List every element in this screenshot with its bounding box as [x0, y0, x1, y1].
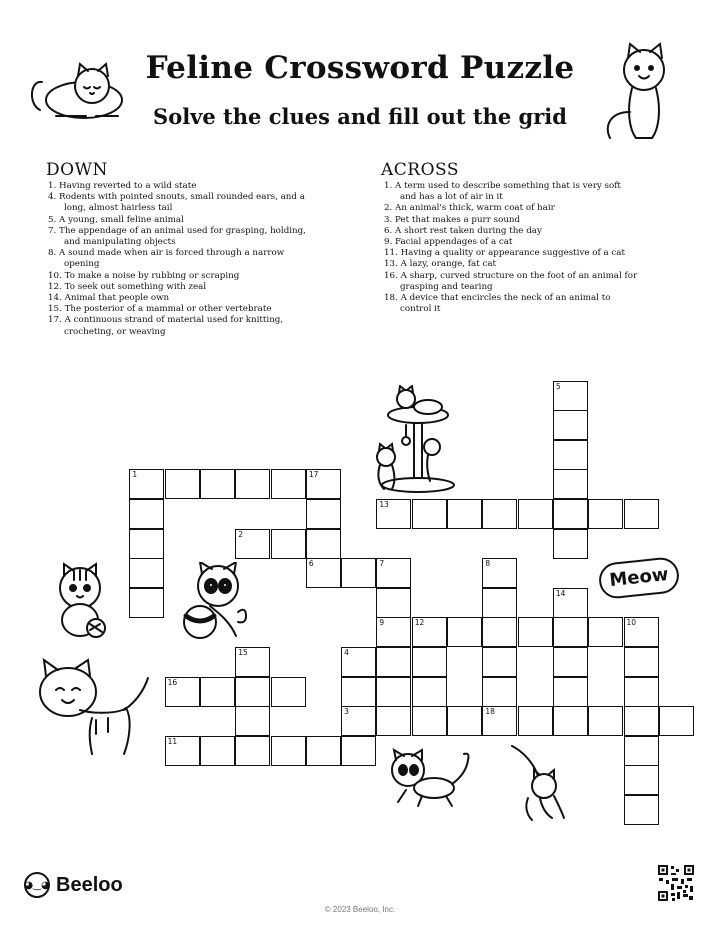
crossword-cell[interactable] — [518, 706, 553, 736]
cell-number: 5 — [555, 381, 561, 391]
down-clue: 17. A continuous strand of material used for knitting, crocheting, or weaving — [48, 315, 284, 337]
crossword-cell[interactable] — [129, 529, 164, 559]
crossword-cell[interactable] — [271, 736, 306, 766]
crossword-cell[interactable] — [624, 647, 659, 677]
crossword-cell[interactable] — [447, 706, 482, 736]
crossword-cell[interactable] — [306, 558, 341, 588]
crossword-cell[interactable] — [412, 706, 447, 736]
cell-number: 13 — [379, 499, 389, 509]
crossword-cell[interactable] — [271, 677, 306, 707]
sleeping-cat-icon — [26, 60, 131, 122]
crossword-cell[interactable] — [341, 647, 376, 677]
raccoon-cat-icon — [180, 562, 250, 644]
down-clue: 7. The appendage of an animal used for grasping, holding, and manipulating objects — [48, 225, 306, 248]
crossword-cell[interactable] — [412, 677, 447, 707]
across-clue-list — [384, 181, 640, 315]
crossword-cell[interactable] — [624, 677, 659, 707]
crossword-cell[interactable] — [235, 736, 270, 766]
crossword-cell[interactable] — [447, 617, 482, 647]
crossword-cell[interactable] — [553, 469, 588, 499]
crossword-cell[interactable] — [624, 795, 659, 825]
crossword-cell[interactable] — [659, 706, 694, 736]
crossword-cell[interactable] — [624, 499, 659, 529]
cell-number: 10 — [626, 618, 637, 628]
crossword-cell[interactable] — [553, 677, 588, 707]
cell-number: 3 — [344, 707, 349, 717]
crossword-cell[interactable] — [376, 706, 411, 736]
crossword-cell[interactable] — [306, 469, 341, 499]
across-clue: 2. An animal's thick, warm coat of hair — [384, 203, 555, 214]
crossword-cell[interactable] — [271, 529, 306, 559]
crossword-cell[interactable] — [553, 381, 588, 411]
across-clue: 1. A term used to describe something that is very soft and has a lot of air in it — [384, 181, 621, 203]
crossword-cell[interactable] — [235, 647, 270, 677]
crossword-cell[interactable] — [129, 558, 164, 588]
crossword-cell[interactable] — [553, 440, 588, 470]
across-heading: ACROSS — [381, 160, 460, 180]
cell-number: 14 — [555, 588, 566, 598]
down-clue: 15. The posterior of a mammal or other vertebrate — [48, 304, 272, 315]
kitten-with-yarn-icon — [48, 562, 114, 640]
cell-number: 2 — [238, 529, 243, 539]
crossword-cell[interactable] — [553, 410, 588, 440]
across-clue: 11. Having a quality or appearance suggestive of a cat — [384, 248, 625, 259]
down-clue: 4. Rodents with pointed snouts, small rounded ears, and a long, almost hairless tail — [48, 192, 305, 214]
across-clue: 16. A sharp, curved structure on the foot of an animal for grasping and tearing — [384, 270, 638, 292]
qr-code-icon — [657, 864, 695, 902]
crossword-cell[interactable] — [376, 588, 411, 618]
down-clue: 1. Having reverted to a wild state — [48, 181, 197, 191]
crossword-cell[interactable] — [129, 469, 164, 499]
crossword-cell[interactable] — [376, 677, 411, 707]
down-clue-list — [48, 181, 320, 338]
crossword-cell[interactable] — [341, 706, 376, 736]
crossword-cell[interactable] — [412, 647, 447, 677]
meow-bubble: Meow — [597, 556, 680, 600]
smiling-cat-icon — [36, 658, 154, 760]
cell-number: 4 — [344, 647, 349, 657]
crossword-cell[interactable] — [624, 617, 659, 647]
page-title: Feline Crossword Puzzle — [145, 50, 575, 86]
crossword-cell[interactable] — [235, 677, 270, 707]
crossword-cell[interactable] — [482, 588, 517, 618]
crossword-cell[interactable] — [341, 558, 376, 588]
down-clue: 10. To make a noise by rubbing or scraping — [48, 270, 240, 281]
crossword-cell[interactable] — [200, 469, 235, 499]
crossword-cell[interactable] — [376, 647, 411, 677]
crossword-cell[interactable] — [376, 558, 411, 588]
cell-number: 12 — [414, 618, 425, 628]
across-clue: 9. Facial appendages of a cat — [384, 237, 513, 248]
crossword-cell[interactable] — [624, 736, 659, 766]
brand-name: Beeloo — [56, 873, 123, 896]
crossword-cell[interactable] — [553, 617, 588, 647]
crossword-cell[interactable] — [165, 677, 200, 707]
crossword-cell[interactable] — [553, 529, 588, 559]
crossword-cell[interactable] — [553, 706, 588, 736]
across-clue: 13. A lazy, orange, fat cat — [384, 259, 496, 270]
crossword-cell[interactable] — [553, 647, 588, 677]
crossword-cell[interactable] — [165, 469, 200, 499]
crossword-cell[interactable] — [412, 617, 447, 647]
down-heading: DOWN — [46, 160, 108, 180]
cell-number: 15 — [238, 647, 248, 657]
crossword-cell[interactable] — [341, 736, 376, 766]
brand-logo — [24, 872, 123, 898]
crossword-cell[interactable] — [200, 736, 235, 766]
crossword-cell[interactable] — [624, 706, 659, 736]
crossword-cell[interactable] — [482, 558, 517, 588]
cell-number: 7 — [379, 559, 385, 569]
crossword-cell[interactable] — [341, 677, 376, 707]
crossword-cell[interactable] — [129, 588, 164, 618]
leaping-cat-icon — [386, 748, 474, 810]
crossword-cell[interactable] — [482, 499, 517, 529]
crossword-cell[interactable] — [553, 588, 588, 618]
page-subtitle: Solve the clues and fill out the grid — [153, 104, 567, 129]
down-clue: 8. A sound made when air is forced through a narrow opening — [48, 248, 285, 270]
crossword-cell[interactable] — [376, 617, 411, 647]
crossword-cell[interactable] — [624, 765, 659, 795]
crossword-cell[interactable] — [306, 499, 341, 529]
cell-number: 17 — [308, 470, 319, 480]
crossword-cell[interactable] — [482, 647, 517, 677]
crossword-cell[interactable] — [588, 617, 623, 647]
crossword-cell[interactable] — [447, 499, 482, 529]
crossword-cell[interactable] — [235, 529, 270, 559]
cell-number: 16 — [167, 677, 178, 687]
cell-number: 1 — [132, 470, 138, 480]
crossword-cell[interactable] — [518, 499, 553, 529]
crossword-cell[interactable] — [235, 469, 270, 499]
crossword-cell[interactable] — [129, 499, 164, 529]
down-clue: 14. Animal that people own — [48, 293, 170, 304]
across-clue: 3. Pet that makes a purr sound — [384, 214, 521, 225]
across-clue: 6. A short rest taken during the day — [384, 225, 542, 236]
cell-number: 11 — [167, 736, 178, 746]
crossword-cell[interactable] — [482, 706, 517, 736]
cell-number: 6 — [308, 559, 314, 569]
crossword-cell[interactable] — [306, 529, 341, 559]
cat-tree-icon — [370, 385, 460, 495]
standing-cat-icon — [600, 42, 678, 142]
crossword-cell[interactable] — [200, 677, 235, 707]
crossword-cell[interactable] — [412, 499, 447, 529]
crossword-cell[interactable] — [588, 706, 623, 736]
crossword-cell[interactable] — [271, 469, 306, 499]
across-clue: 18. A device that encircles the neck of an animal to control it — [384, 293, 611, 315]
cell-number: 9 — [379, 618, 385, 628]
crossword-cell[interactable] — [482, 677, 517, 707]
crossword-cell[interactable] — [588, 499, 623, 529]
beeloo-logo-icon: ◕‿◕ — [24, 872, 50, 898]
crossword-cell[interactable] — [235, 706, 270, 736]
crossword-cell[interactable] — [518, 617, 553, 647]
copyright-text: © 2023 Beeloo, Inc. — [324, 905, 396, 914]
crossword-cell[interactable] — [482, 617, 517, 647]
cell-number: 8 — [485, 559, 491, 569]
crossword-cell[interactable] — [376, 499, 411, 529]
crossword-cell[interactable] — [553, 499, 588, 529]
crossword-cell[interactable] — [165, 736, 200, 766]
walking-cat-icon — [504, 742, 568, 824]
cell-number: 18 — [485, 707, 495, 717]
crossword-cell[interactable] — [306, 736, 341, 766]
down-clue: 12. To seek out something with zeal — [48, 281, 207, 292]
down-clue: 5. A young, small feline animal — [48, 214, 184, 225]
